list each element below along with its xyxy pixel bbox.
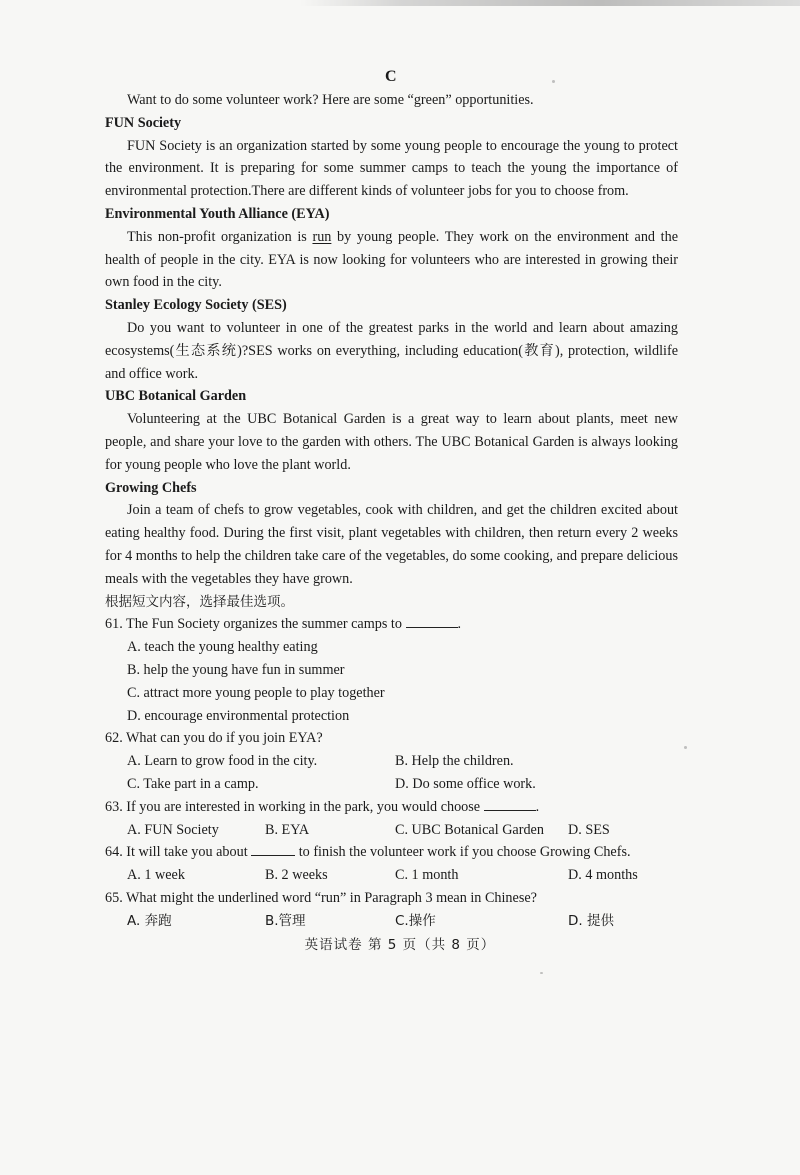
- option-64-d: D. 4 months: [568, 867, 638, 884]
- scan-speck: [684, 746, 687, 749]
- option-61-b: B. help the young have fun in summer: [127, 661, 345, 678]
- answer-blank: [484, 796, 536, 811]
- answer-blank: [251, 841, 295, 856]
- question-64: 64. It will take you about to finish the volunteer work if you choose Growing Chefs.: [105, 841, 678, 864]
- option-62-c: C. Take part in a camp.: [127, 775, 259, 792]
- option-65-a: A. 奔跑: [127, 912, 172, 929]
- option-61-d: D. encourage environmental protection: [127, 707, 350, 724]
- scan-speck: [540, 972, 543, 974]
- options-62-row-2: [105, 773, 678, 796]
- option-65-b: B.管理: [265, 912, 306, 929]
- option-63-d: D. SES: [568, 821, 610, 838]
- options-65: [105, 910, 678, 933]
- org-heading-growing-chefs: Growing Chefs: [105, 479, 197, 496]
- org-heading-ses: Stanley Ecology Society (SES): [105, 297, 287, 314]
- page-footer: 英语试卷 第 5 页（共 8 页）: [304, 937, 496, 953]
- option-61-c: C. attract more young people to play together: [127, 684, 385, 701]
- org-text-growing-chefs: Join a team of chefs to grow vegetables, cook with children, and get the children excited about eating healthy food. During the first visit, plant vegetables with children, then return every 2 weeks for 4 months to help the children take care of the vegetables, do some cooking, and prepare delicious meals with the vegetables they have grown.: [105, 502, 678, 587]
- option-63-c: C. UBC Botanical Garden: [395, 821, 544, 838]
- option-65-c: C.操作: [395, 912, 436, 929]
- option-65-d: D. 提供: [568, 912, 614, 929]
- scan-artifact: [300, 0, 800, 6]
- options-62-row-1: [105, 750, 678, 773]
- org-text-eya: This non-profit organization is run by young people. They work on the environment and the health of people in the city. EYA is now looking for volunteers who are interested in growing their own food in the city.: [105, 228, 678, 291]
- scan-speck: [552, 80, 555, 83]
- org-heading-fun-society: FUN Society: [105, 114, 182, 131]
- org-heading-ubc: UBC Botanical Garden: [105, 388, 247, 405]
- passage-intro: Want to do some volunteer work? Here are some “green” opportunities.: [127, 92, 534, 108]
- option-62-d: D. Do some office work.: [395, 775, 536, 792]
- instruction: 根据短文内容，选择最佳选项。: [105, 593, 294, 610]
- org-text-fun-society: FUN Society is an organization started by some young people to encourage the young to protect the environment. It is preparing for some summer camps to teach the young the importance of environmental protection.There are different kinds of volunteer jobs for you to choose from.: [105, 137, 678, 200]
- options-64: [105, 864, 678, 887]
- option-63-a: A. FUN Society: [127, 821, 219, 838]
- answer-blank: [406, 613, 458, 628]
- question-61: 61. The Fun Society organizes the summer camps to .: [105, 613, 678, 636]
- org-text-ubc: Volunteering at the UBC Botanical Garden is a great way to learn about plants, meet new people, and share your love to the garden with others. The UBC Botanical Garden is always looking for young people who love the plant world.: [105, 411, 678, 473]
- options-63: [105, 819, 678, 842]
- option-62-b: B. Help the children.: [395, 753, 514, 770]
- option-64-a: A. 1 week: [127, 867, 185, 884]
- question-63: 63. If you are interested in working in the park, you would choose .: [105, 796, 678, 819]
- option-64-c: C. 1 month: [395, 867, 459, 884]
- passage-content: [105, 89, 678, 932]
- question-62: 62. What can you do if you join EYA?: [105, 730, 323, 747]
- option-61-a: A. teach the young healthy eating: [127, 639, 318, 656]
- org-heading-eya: Environmental Youth Alliance (EYA): [105, 205, 330, 222]
- option-64-b: B. 2 weeks: [265, 867, 328, 884]
- underlined-word-run: run: [312, 228, 332, 245]
- org-text-ses: Do you want to volunteer in one of the greatest parks in the world and learn about amazing ecosystems(生态系统)?SES works on everything, including education(教育), protection, wildlife and office work.: [105, 319, 678, 382]
- option-62-a: A. Learn to grow food in the city.: [127, 753, 318, 770]
- section-letter: C: [385, 68, 397, 85]
- option-63-b: B. EYA: [265, 821, 310, 838]
- question-65: 65. What might the underlined word “run” in Paragraph 3 mean in Chinese?: [105, 889, 537, 906]
